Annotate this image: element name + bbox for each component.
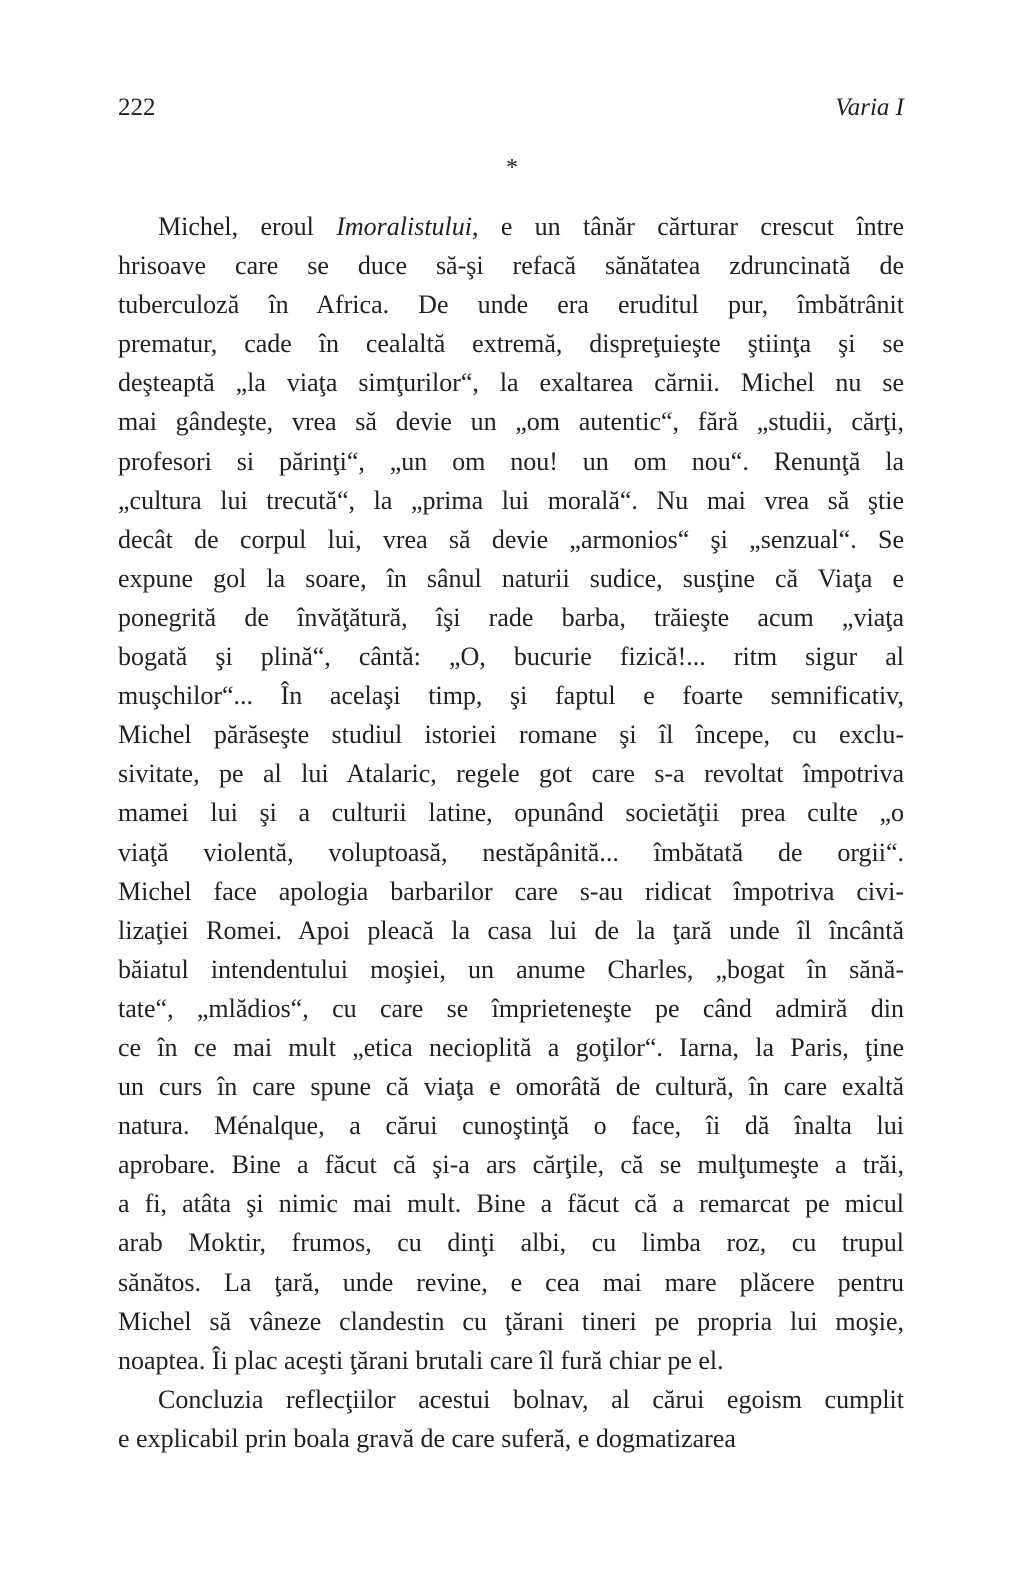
paragraph-1 — [118, 207, 904, 1380]
text-span: , e un tânăr cărturar crescut între — [472, 212, 904, 241]
text-line: noaptea. Îi plac aceşti ţărani brutali care îl fură chiar pe el. — [118, 1345, 724, 1375]
text-line: hrisoave care se duce să-şi refacă sănătatea zdruncinată de — [118, 251, 904, 281]
text-line: prematur, cade în cealaltă extremă, dispreţuieşte ştiinţa şi se — [118, 329, 904, 359]
text-line: tate“, „mlădios“, cu care se împrieteneşte pe când admiră din — [118, 993, 904, 1023]
text-line: arab Moktir, frumos, cu dinţi albi, cu limba roz, cu trupul — [118, 1228, 904, 1258]
text-line: viaţă violentă, voluptoasă, nestăpânită... îmbătată de orgii“. — [118, 837, 904, 867]
paragraph-2 — [118, 1380, 904, 1458]
text-line: Concluzia reflecţiilor acestui bolnav, al cărui egoism cumplit — [158, 1384, 904, 1414]
text-line: „cultura lui trecută“, la „prima lui morală“. Nu mai vrea să ştie — [118, 485, 904, 515]
text-line: bogată şi plină“, cântă: „O, bucurie fizică!... ritm sigur al — [118, 642, 904, 672]
text-line: natura. Ménalque, a cărui cunoştinţă o face, îi dă înalta lui — [118, 1111, 904, 1141]
section-separator: * — [506, 155, 518, 181]
text-line: sivitate, pe al lui Atalaric, regele got care s-a revoltat împotriva — [118, 759, 904, 789]
text-line: un curs în care spune că viaţa e omorâtă de cultură, în care exaltă — [118, 1072, 904, 1102]
running-title: Varia I — [835, 94, 904, 121]
text-line: e explicabil prin boala gravă de care suferă, e dogmatizarea — [118, 1423, 736, 1453]
text-line: mamei lui şi a culturii latine, opunând societăţii prea culte „o — [118, 798, 904, 828]
text-line — [118, 207, 904, 246]
text-line: a fi, atâta şi nimic mai mult. Bine a făcut că a remarcat pe micul — [118, 1189, 904, 1219]
body-text — [118, 207, 904, 1458]
text-line: sănătos. La ţară, unde revine, e cea mai mare plăcere pentru — [118, 1267, 904, 1297]
text-span: Michel, eroul — [158, 212, 337, 241]
text-line: expune gol la soare, în sânul naturii sudice, susţine că Viaţa e — [118, 563, 904, 593]
text-line: lizaţiei Romei. Apoi pleacă la casa lui de la ţară unde îl încântă — [118, 915, 904, 945]
text-line: aprobare. Bine a făcut că şi-a ars cărţile, că se mulţumeşte a trăi, — [118, 1150, 904, 1180]
text-line: profesori si părinţi“, „un om nou! un om nou“. Renunţă la — [118, 446, 904, 476]
text-line: decât de corpul lui, vrea să devie „armonios“ şi „senzual“. Se — [118, 524, 904, 554]
text-line: Michel părăseşte studiul istoriei romane şi îl începe, cu exclu- — [118, 720, 904, 750]
text-line: băiatul intendentului moşiei, un anume Charles, „bogat în sănă- — [118, 954, 904, 984]
text-line: Michel să vâneze clandestin cu ţărani tineri pe propria lui moşie, — [118, 1306, 904, 1336]
text-line: ce în ce mai mult „etica necioplită a goţilor“. Iarna, la Paris, ţine — [118, 1032, 904, 1062]
text-line: tuberculoză în Africa. De unde era eruditul pur, îmbătrânit — [118, 290, 904, 320]
text-line: muşchilor“... În acelaşi timp, şi faptul e foarte semnificativ, — [118, 681, 904, 711]
book-title: Imoralistului — [336, 212, 472, 241]
text-line: Michel face apologia barbarilor care s-au ridicat împotriva civi- — [118, 876, 904, 906]
text-line: deşteaptă „la viaţa simţurilor“, la exaltarea cărnii. Michel nu se — [118, 368, 904, 398]
text-line: ponegrită de învăţătură, îşi rade barba, trăieşte acum „viaţa — [118, 602, 904, 632]
page-number: 222 — [118, 94, 156, 121]
text-line: mai gândeşte, vrea să devie un „om autentic“, fără „studii, cărţi, — [118, 407, 904, 437]
